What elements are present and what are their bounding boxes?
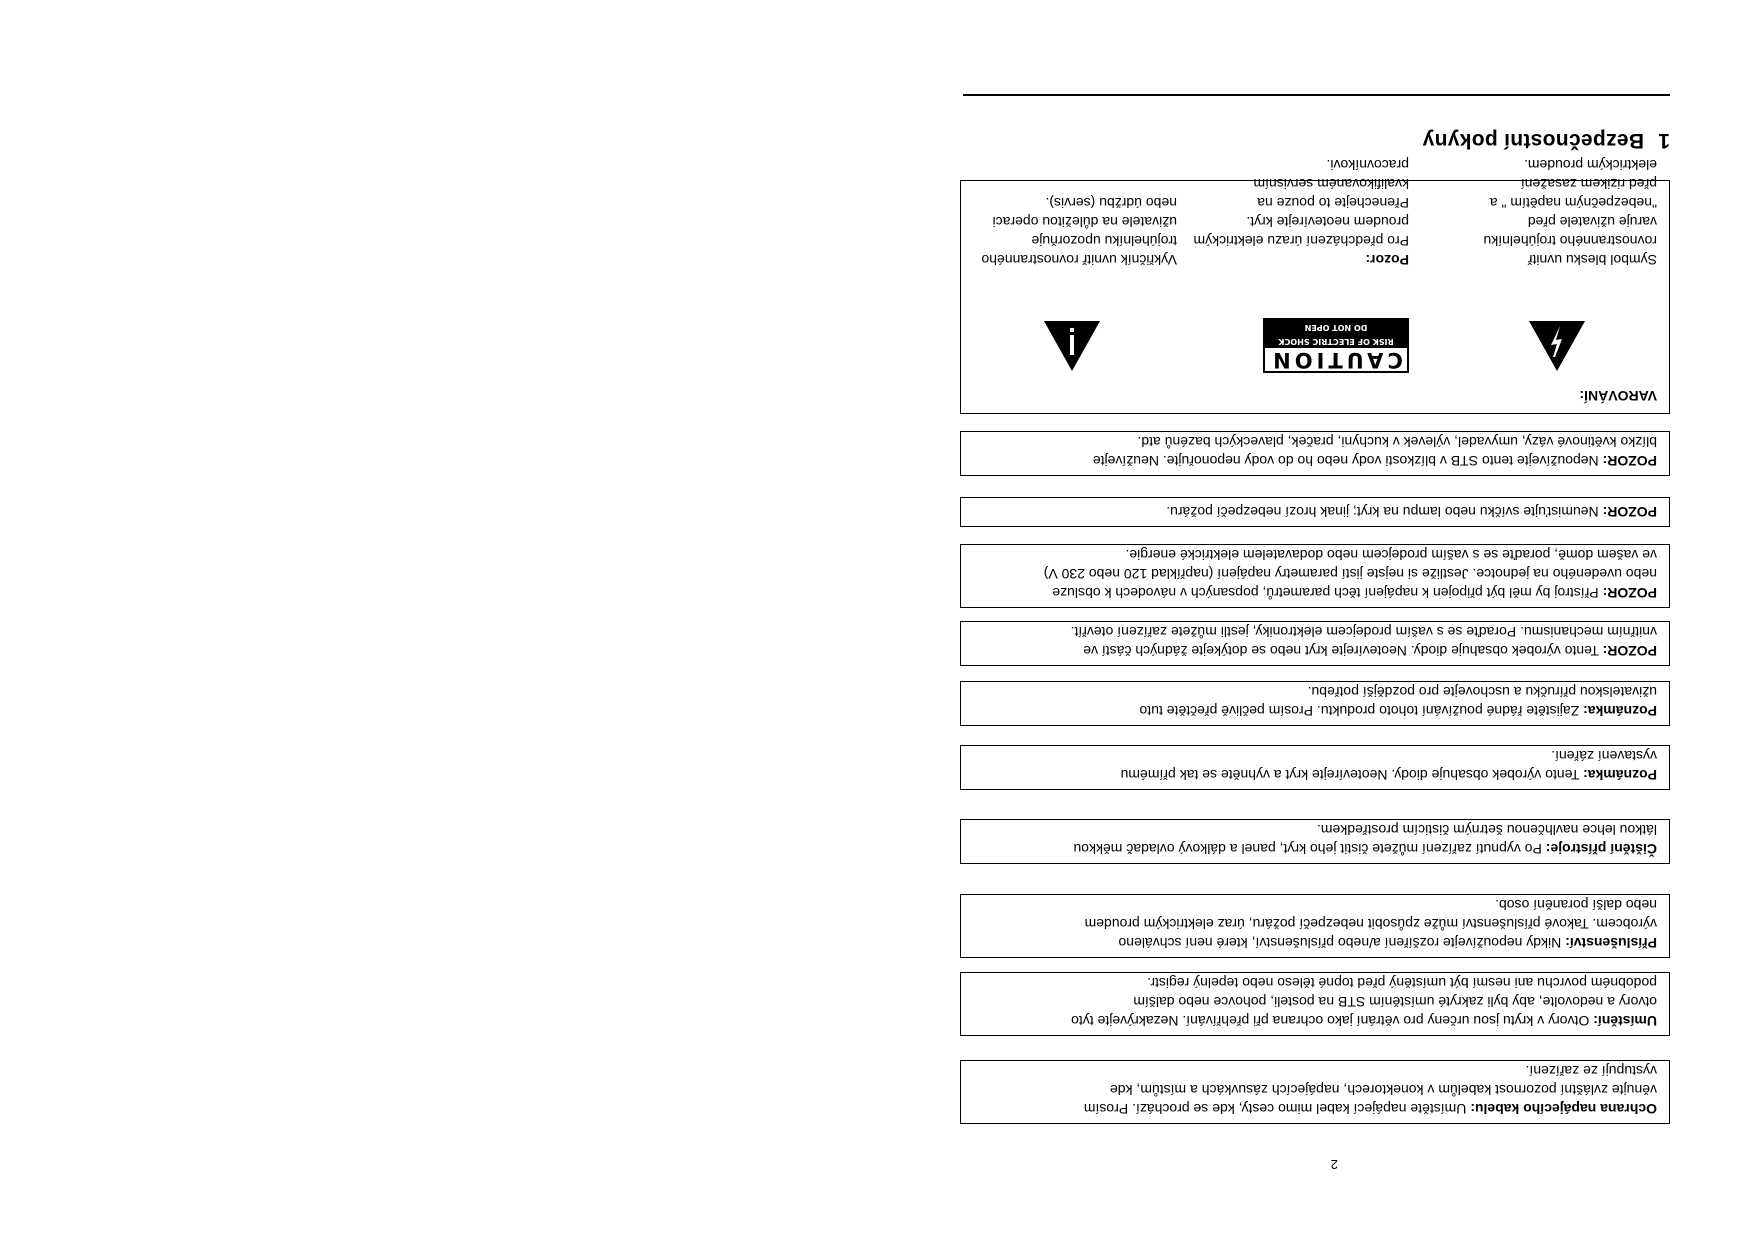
notice-text: vnitřním mechanismu. Poraďte se s vaším prodejcem elektroniky, jestli můžete zařízení otevřít. [1070,624,1657,640]
notice-text: látkou lehce navlhčenou šetrným čisticím prostředkem. [1316,822,1657,838]
notice-text: ve vašem domě, poraďte se s vaším prodejcem nebo dodavatelem elektrické energie. [1125,547,1657,563]
lightning-triangle-icon [1528,320,1586,372]
warning-col3-text: Vykřičník uvnitř rovnostranného trojúhelníku upozorňuje uživatele na důležitou operaci nebo údržbu (servis). [981,195,1177,268]
notice-text: vystupují ze zařízení. [1525,1063,1657,1079]
warning-col-caution [1193,155,1433,383]
notice-label: Ochrana napájecího kabelu: [1470,1101,1657,1117]
notice-text: Nikdy nepoužívejte rozšíření a/nebo příslušenství, které není schváleno [1118,935,1562,951]
section-number: 1 [1658,129,1670,152]
notice-text: blízko květinové vázy, umyvadel, výlevek v kuchyni, praček, plaveckých bazénů atd. [1137,434,1657,450]
notice-text: Umístěte napájecí kabel mimo cesty, kde se prochází. Prosím [1083,1101,1467,1117]
notice-text: věnujte zvláštní pozornost kabelům v konektorech, napájecích zásuvkách a místům, kde [1109,1082,1657,1098]
notice-text: Otvory v krytu jsou určeny pro větrání jako ochrana při přehřívání. Nezakrývejte tyto [1071,1013,1590,1029]
notice-text: Tento výrobek obsahuje diody. Neotevírejte kryt a vyhněte se tak přímému [1120,767,1580,783]
notice-label: POZOR: [1602,504,1657,520]
notice-label: POZOR: [1602,585,1657,601]
notice-text: vystavení záření. [1551,748,1657,764]
page-number: 2 [1330,1157,1338,1172]
notice-label: POZOR: [1602,453,1657,469]
notice-text: nebo uvedeného na jednotce. Jestliže si nejste jistí parametry napájení (například 120 nebo 230 V) [1043,566,1657,582]
notice-label: Poznámka: [1583,767,1657,783]
notice-box-power [960,544,1670,608]
caution-label-icon: CAUTION RISK OF ELECTRIC SHOCK DO NOT OPEN [1263,319,1409,374]
header-rule [963,94,1670,96]
notice-text: Neumisťujte svíčku nebo lampu na kryt; jinak hrozí nebezpečí požáru. [1166,504,1599,520]
notice-label: Čištění přístroje: [1545,841,1657,857]
notice-box-power-cable [960,1060,1670,1124]
warning-box [960,157,1670,414]
notice-text: Po vypnutí zařízení můžete čistit jeho kryt, panel a dálkový ovladač měkkou [1073,841,1542,857]
notice-box-radiation [960,745,1670,790]
notice-text: výrobcem. Takové příslušenství může způsobit nebezpečí požáru, úraz elektrickým proudem [1084,916,1657,932]
warning-heading: VAROVÁNÍ: [1579,388,1657,404]
notice-label: POZOR: [1602,643,1657,659]
warning-col2-text: Pozor: Pro předcházení úrazu elektrickým proudem neotevírejte kryt. Přenechejte to pouze na kvalifikovaném servisním pracovníkovi. [1193,157,1409,268]
warning-col-exclamation [967,193,1177,383]
notice-box-manual [960,681,1670,726]
notice-text: podobném povrchu ani nesmí být umístěný před topné těleso nebo tepelný registr. [1147,975,1657,991]
notice-text: Přístroj by měl být připojen k napájení těch parametrů, popsaných v návodech k obsluze [1052,585,1599,601]
section-title [1422,128,1670,152]
notice-text: Tento výrobek obsahuje diody. Neotevírejte kryt nebo se dotýkejte žádných částí ve [1083,643,1599,659]
notice-label: Příslušenství: [1565,935,1657,951]
notice-box-cleaning [960,819,1670,864]
notice-box-accessories [960,894,1670,958]
warning-col-lightning [1457,155,1657,383]
notice-box-placement [960,972,1670,1036]
notice-text: nebo další poranění osob. [1495,897,1657,913]
notice-label: Poznámka: [1583,703,1657,719]
notice-text: Nepoužívejte tento STB v blízkosti vody nebo ho do vody neponořujte. Neužívejte [1092,453,1599,469]
notice-text: uživatelskou příručku a uschovejte pro pozdější potřebu. [1307,684,1657,700]
notice-text: otvory a nedovolte, aby byli zakryté umístěním STB na posteli, pohovce nebo dalším [1133,994,1657,1010]
notice-box-water [960,431,1670,476]
exclamation-triangle-icon [1043,320,1101,372]
notice-box-candle [960,497,1670,527]
section-title-text: Bezpečnostní pokyny [1422,129,1645,152]
warning-col1-text: Symbol blesku uvnitř rovnostranného trojúhelníku varuje uživatele před "nebezpečným napětím " a před rizikem zasažení elektrickým proudem. [1483,157,1657,268]
notice-box-diodes [960,621,1670,666]
notice-text: Zajistěte řádné používání tohoto produktu. Prosím pečlivě přečtěte tuto [1139,703,1580,719]
notice-label: Umístění: [1593,1013,1657,1029]
